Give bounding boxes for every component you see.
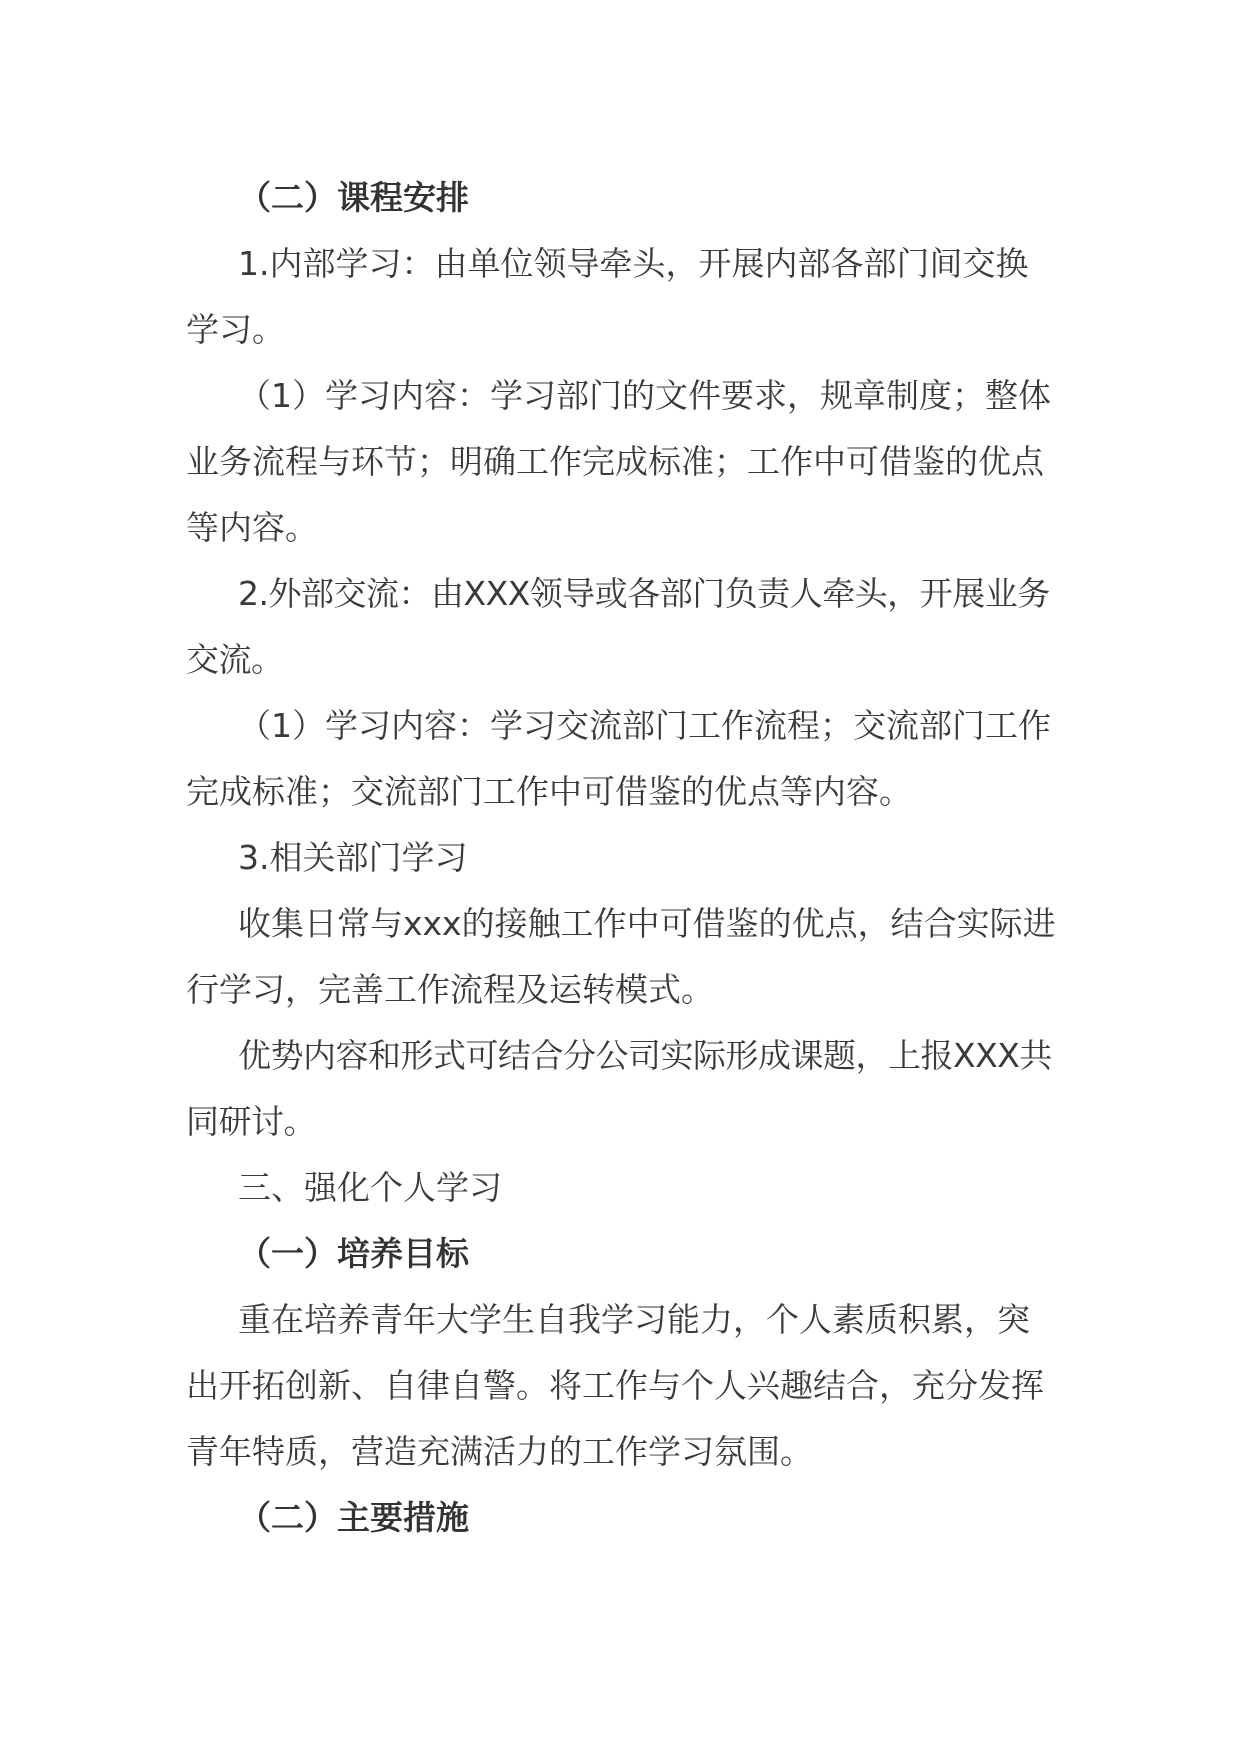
paragraph-external-exchange: 2.外部交流：由XXX领导或各部门负责人牵头，开展业务交流。	[186, 574, 1050, 679]
paragraph-internal-study: 1.内部学习：由单位领导牵头，开展内部各部门间交换学习。	[186, 244, 1029, 349]
paragraph-training-goal: 重在培养青年大学生自我学习能力，个人素质积累，突出开拓创新、自律自警。将工作与个人兴趣结合，充分发挥青年特质，营造充满活力的工作学习氛围。	[186, 1300, 1044, 1471]
paragraph-external-exchange-content: （1）学习内容：学习交流部门工作流程；交流部门工作完成标准；交流部门工作中可借鉴的优点等内容。	[186, 706, 1051, 811]
paragraph-advantage-topics: 优势内容和形式可结合分公司实际形成课题，上报XXX共同研讨。	[186, 1036, 1052, 1141]
heading-section-three: 三、强化个人学习	[238, 1168, 502, 1207]
heading-training-goal: （一）培养目标	[238, 1234, 469, 1273]
paragraph-internal-study-content: （1）学习内容：学习部门的文件要求，规章制度；整体业务流程与环节；明确工作完成标准；工作中可借鉴的优点等内容。	[186, 376, 1051, 547]
paragraph-collect-strengths: 收集日常与xxx的接触工作中可借鉴的优点，结合实际进行学习，完善工作流程及运转模式。	[186, 904, 1056, 1009]
heading-course-arrangement: （二）课程安排	[238, 178, 469, 217]
document-body	[186, 165, 1060, 1551]
paragraph-related-departments: 3.相关部门学习	[238, 838, 468, 877]
heading-main-measures: （二）主要措施	[238, 1498, 469, 1537]
